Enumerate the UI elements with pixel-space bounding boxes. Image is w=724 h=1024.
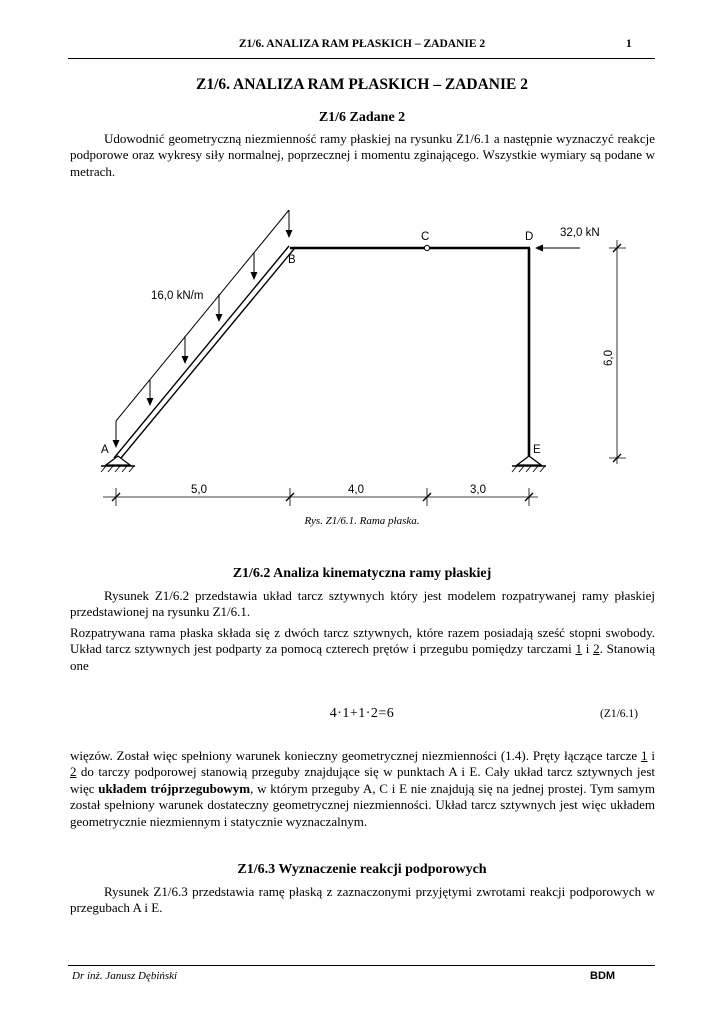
text-run: , w którym przeguby A, C i E nie znajdują się na jednej prostej. Tym samym został spełniony warunek dostateczny geometrycznej niezmienności. Układ tarcz sztywnych jest więc układem geometrycznie niezmiennym i statycznie wyznaczalnym. xyxy=(70,780,655,829)
distributed-load xyxy=(116,210,289,447)
equation-number: (Z1/6.1) xyxy=(600,708,639,720)
dimension-label-1: 5,0 xyxy=(191,484,207,496)
kinematics-paragraph-3 xyxy=(70,748,655,830)
section-heading-kinematics: Z1/6.2 Analiza kinematyczna ramy płaskiej xyxy=(232,566,492,581)
kinematics-paragraph-2 xyxy=(70,625,655,674)
section-heading-reactions: Z1/6.3 Wyznaczenie reakcji podporowych xyxy=(237,862,487,877)
disc-number-2: 2 xyxy=(70,764,77,780)
reactions-paragraph: Rysunek Z1/6.3 przedstawia ramę płaską z zaznaczonymi przyjętymi zwrotami reakcji podporowych w przegubach A i E. xyxy=(70,884,655,916)
disc-number-2: 2 xyxy=(593,641,600,657)
page-number: 1 xyxy=(626,38,632,50)
dimension-label-2: 4,0 xyxy=(348,484,364,496)
footer-divider xyxy=(68,965,655,966)
dimension-label-height: 6,0 xyxy=(603,350,615,366)
node-label-e: E xyxy=(533,444,541,456)
running-header-title: Z1/6. ANALIZA RAM PŁASKICH – ZADANIE 2 xyxy=(238,38,486,50)
node-label-a: A xyxy=(101,444,109,456)
document-title: Z1/6. ANALIZA RAM PŁASKICH – ZADANIE 2 xyxy=(195,76,528,93)
section-heading-task: Z1/6 Zadane 2 xyxy=(318,110,406,125)
footer-brand: BDM xyxy=(590,970,616,982)
task-paragraph: Udowodnić geometryczną niezmienność ramy płaskiej na rysunku Z1/6.1 a następnie wyznaczyć reakcje podporowe oraz wykresy siły normalnej, poprzecznej i momentu zginającego. Wszystkie wymiary są podane w metrach. xyxy=(70,131,655,179)
support-e xyxy=(512,456,546,472)
hinge-c xyxy=(424,245,429,250)
text-run: . Stanowią one xyxy=(70,641,655,673)
text-run: więzów. Został więc spełniony warunek konieczny geometrycznej niezmienności (1.4). Pręty łączące tarcze xyxy=(70,748,642,763)
text-run: Rozpatrywana rama płaska składa się z dwóch tarcz sztywnych, które razem posiadają sześć stopni swobody. Układ tarcz sztywnych jest podparty za pomocą czterech prętów i przegubu pomiędzy tarczami xyxy=(70,625,655,657)
constraint-formula: 4·1+1·2=6 xyxy=(329,706,395,721)
node-label-c: C xyxy=(421,231,430,243)
support-a xyxy=(101,456,135,472)
disc-number-1: 1 xyxy=(641,748,648,763)
figure-caption: Rys. Z1/6.1. Rama płaska. xyxy=(304,515,420,527)
text-run: i xyxy=(647,748,655,763)
text-run: i xyxy=(582,641,594,657)
point-load-label: 32,0 kN xyxy=(560,227,600,239)
inclined-member-ab xyxy=(114,246,294,458)
kinematics-paragraph-1: Rysunek Z1/6.2 przedstawia układ tarcz sztywnych który jest modelem rozpatrywanej ramy płaskiej przedstawionej na rysunku Z1/6.1. xyxy=(70,588,655,620)
dimension-label-3: 3,0 xyxy=(470,484,486,496)
bold-term: układem trójprzegubowym xyxy=(98,780,251,796)
footer-author: Dr inż. Janusz Dębiński xyxy=(72,970,178,982)
text-run: do tarczy podporowej stanowią przeguby znajdujące się w punktach A i E. Cały układ tarcz sztywnych jest więc xyxy=(70,764,655,796)
node-label-d: D xyxy=(525,231,534,243)
distributed-load-label: 16,0 kN/m xyxy=(151,290,204,302)
node-label-b: B xyxy=(288,254,296,266)
disc-number-1: 1 xyxy=(575,641,583,657)
